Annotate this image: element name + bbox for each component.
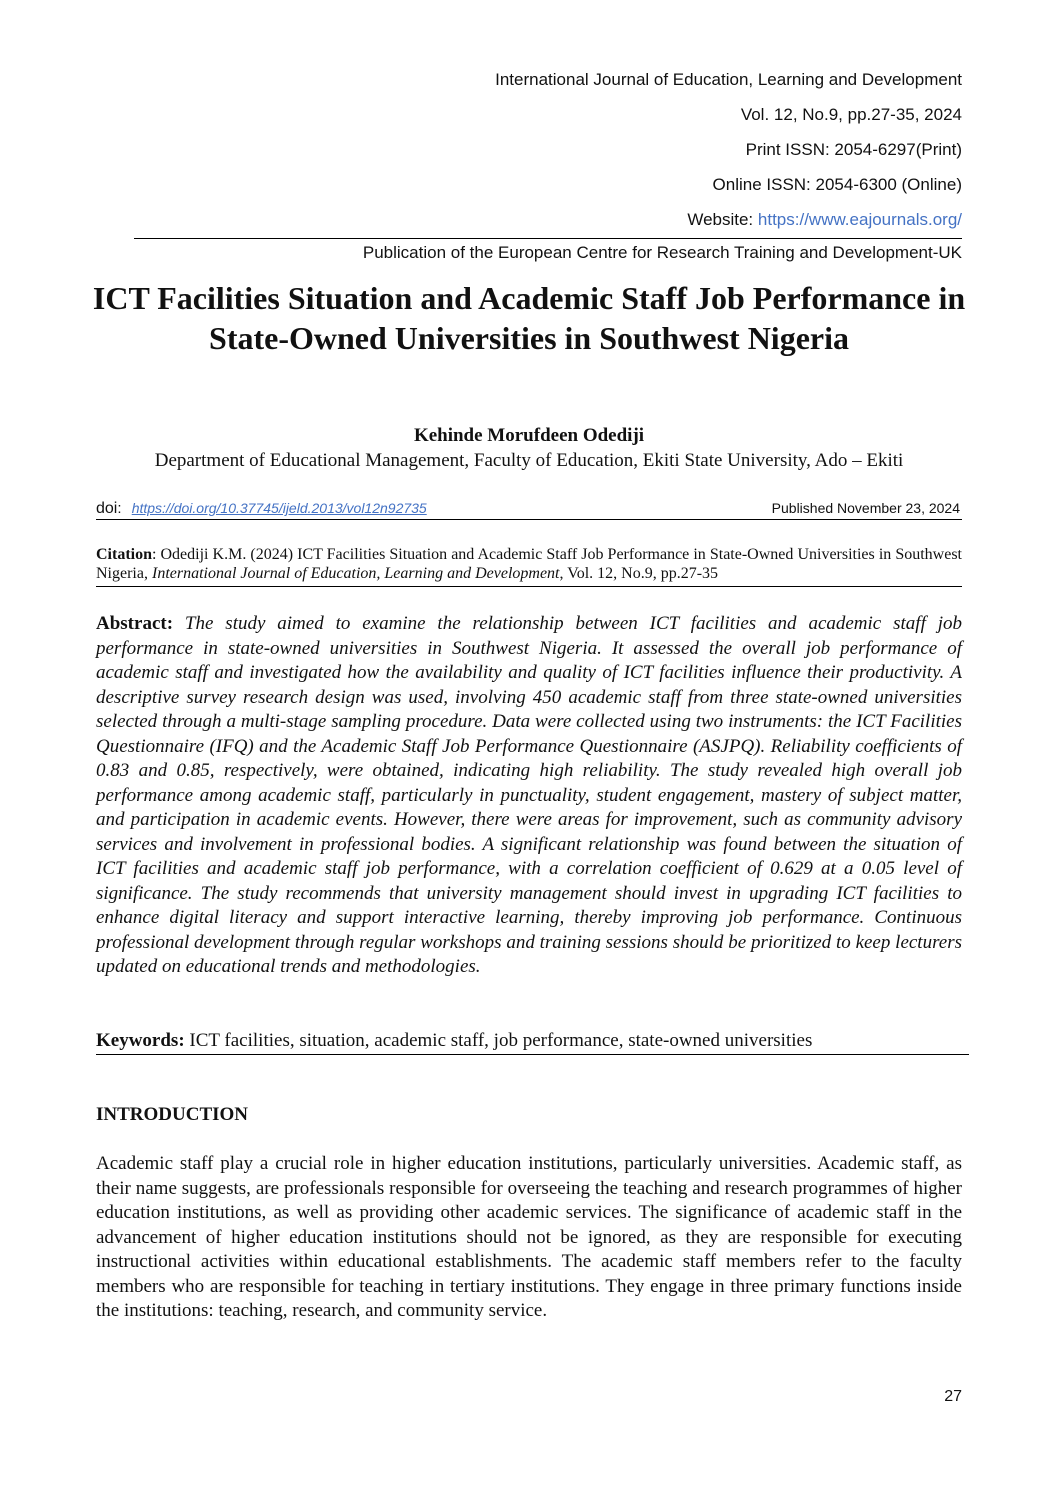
citation-block	[96, 545, 962, 587]
abstract-label: Abstract:	[96, 613, 174, 634]
abstract-block	[96, 612, 962, 980]
publisher-line: Publication of the European Centre for Research Training and Development-UK	[134, 238, 962, 265]
citation-journal: International Journal of Education, Learning and Development	[151, 565, 560, 582]
author-affiliation: Department of Educational Management, Faculty of Education, Ekiti State University, Ado – Ekiti	[154, 450, 904, 471]
introduction-paragraph: Academic staff play a crucial role in higher education institutions, particularly universities. Academic staff, as their name suggests, are professionals responsible for overseeing the teaching and research programmes of higher education institutions, as well as providing other academic services. The significance of academic staff in the advancement of higher education institutions should not be ignored, as they are responsible for executing instructional activities within educational establishments. The academic staff members refer to the faculty members who are responsible for teaching in tertiary institutions. They engage in three primary functions inside the institutions: teaching, research, and community service.	[96, 1153, 962, 1321]
page-number: 27	[944, 1388, 962, 1405]
published-date: Published November 23, 2024	[771, 500, 960, 516]
keywords-label: Keywords:	[96, 1030, 185, 1051]
website-line	[262, 202, 962, 237]
introduction-heading: INTRODUCTION	[96, 1104, 249, 1125]
website-link[interactable]: https://www.eajournals.org/	[757, 210, 962, 229]
keywords-block	[96, 1028, 969, 1055]
website-label: Website:	[687, 210, 758, 229]
doi-link[interactable]: https://doi.org/10.37745/ijeld.2013/vol12n92735	[131, 500, 427, 516]
print-issn: Print ISSN: 2054-6297(Print)	[745, 140, 962, 159]
doi-separator: :	[117, 500, 122, 517]
citation-text: : Odediji K.M. (2024) ICT Facilities Situation and Academic Staff Job Performance in State-Owned Universities in Southwest Nigeria,	[96, 546, 962, 582]
article-title: ICT Facilities Situation and Academic Staff Job Performance in State-Owned Universities in Southwest Nigeria	[92, 280, 966, 356]
abstract-text: The study aimed to examine the relationship between ICT facilities and academic staff job performance in state-owned universities in Southwest Nigeria. It assessed the overall job performance of academic staff and investigated how the availability and quality of ICT facilities influence their productivity. A descriptive survey research design was used, involving 450 academic staff from three state-owned universities selected through a multi-stage sampling procedure. Data were collected using two instruments: the ICT Facilities Questionnaire (IFQ) and the Academic Staff Job Performance Questionnaire (ASJPQ). Reliability coefficients of 0.83 and 0.85, respectively, were obtained, indicating high reliability. The study revealed high overall job performance among academic staff, particularly in punctuality, student engagement, mastery of subject matter, and participation in academic events. However, there were areas for improvement, such as community advisory services and involvement in professional bodies. A significant relationship was found between the situation of ICT facilities and academic staff job performance, with a correlation coefficient of 0.629 at a 0.05 level of significance. The study recommends that university management should invest in upgrading ICT facilities to enhance digital literacy and support interactive learning, thereby improving job performance. Continuous professional development through regular workshops and training sessions should be prioritized to keep lecturers updated on educational trends and methodologies.	[96, 613, 963, 977]
citation-label: Citation	[96, 546, 152, 563]
doi-row	[96, 497, 962, 520]
journal-masthead	[262, 62, 962, 237]
keywords-text: ICT facilities, situation, academic staff, job performance, state-owned universities	[184, 1030, 813, 1051]
journal-name: International Journal of Education, Learning and Development	[495, 70, 962, 89]
online-issn: Online ISSN: 2054-6300 (Online)	[712, 175, 962, 194]
citation-volume: , Vol. 12, No.9, pp.27-35	[559, 565, 719, 582]
doi-label: doi	[96, 500, 118, 517]
volume-issue-pages: Vol. 12, No.9, pp.27-35, 2024	[740, 105, 962, 124]
author-name: Kehinde Morufdeen Odediji	[413, 425, 645, 446]
